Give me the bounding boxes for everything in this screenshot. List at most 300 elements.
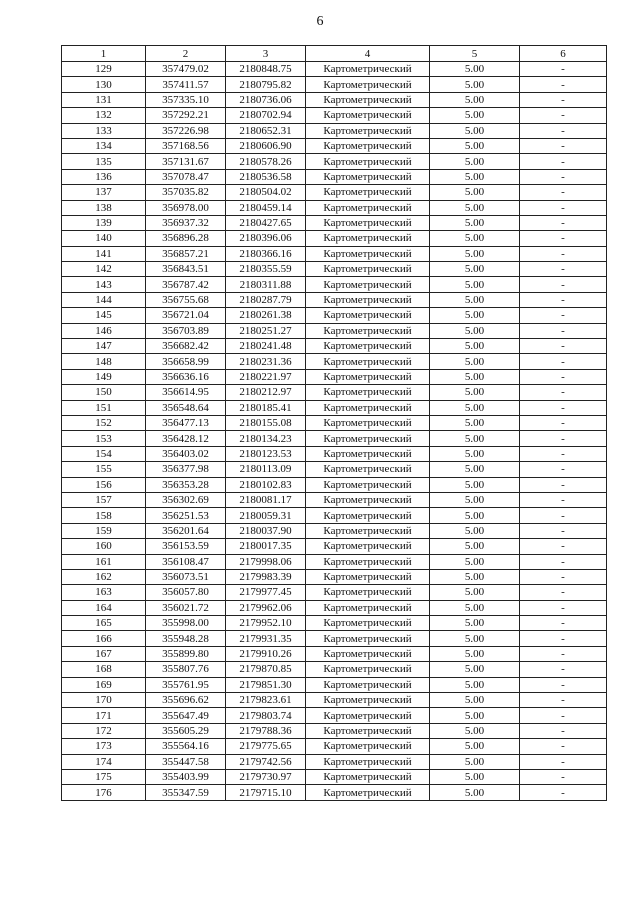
cell-method: Картометрический — [306, 323, 430, 338]
cell-method: Картометрический — [306, 462, 430, 477]
cell-coordinate-x: 356896.28 — [146, 231, 226, 246]
cell-coordinate-y: 2180251.27 — [226, 323, 306, 338]
cell-coordinate-x: 356201.64 — [146, 523, 226, 538]
cell-coordinate-x: 357226.98 — [146, 123, 226, 138]
cell-method: Картометрический — [306, 62, 430, 77]
cell-note: - — [520, 708, 607, 723]
cell-coordinate-y: 2180113.09 — [226, 462, 306, 477]
cell-accuracy: 5.00 — [430, 62, 520, 77]
cell-point-number: 162 — [62, 569, 146, 584]
cell-coordinate-x: 355447.58 — [146, 754, 226, 769]
cell-point-number: 168 — [62, 662, 146, 677]
cell-point-number: 157 — [62, 492, 146, 507]
cell-method: Картометрический — [306, 200, 430, 215]
cell-coordinate-y: 2180017.35 — [226, 539, 306, 554]
cell-coordinate-y: 2179952.10 — [226, 616, 306, 631]
cell-coordinate-x: 356703.89 — [146, 323, 226, 338]
table-row — [62, 108, 607, 123]
cell-coordinate-x: 357335.10 — [146, 92, 226, 107]
cell-accuracy: 5.00 — [430, 646, 520, 661]
cell-coordinate-x: 355998.00 — [146, 616, 226, 631]
cell-note: - — [520, 769, 607, 784]
cell-method: Картометрический — [306, 477, 430, 492]
cell-note: - — [520, 739, 607, 754]
cell-point-number: 160 — [62, 539, 146, 554]
cell-method: Картометрический — [306, 400, 430, 415]
cell-method: Картометрический — [306, 339, 430, 354]
cell-coordinate-x: 357479.02 — [146, 62, 226, 77]
cell-method: Картометрический — [306, 123, 430, 138]
cell-coordinate-x: 356978.00 — [146, 200, 226, 215]
cell-method: Картометрический — [306, 785, 430, 800]
cell-point-number: 139 — [62, 215, 146, 230]
cell-accuracy: 5.00 — [430, 508, 520, 523]
cell-coordinate-y: 2180241.48 — [226, 339, 306, 354]
cell-method: Картометрический — [306, 723, 430, 738]
cell-method: Картометрический — [306, 693, 430, 708]
cell-note: - — [520, 200, 607, 215]
cell-accuracy: 5.00 — [430, 677, 520, 692]
cell-accuracy: 5.00 — [430, 477, 520, 492]
cell-note: - — [520, 785, 607, 800]
cell-point-number: 130 — [62, 77, 146, 92]
cell-point-number: 143 — [62, 277, 146, 292]
cell-note: - — [520, 169, 607, 184]
cell-note: - — [520, 723, 607, 738]
cell-note: - — [520, 569, 607, 584]
cell-note: - — [520, 508, 607, 523]
cell-note: - — [520, 693, 607, 708]
cell-note: - — [520, 92, 607, 107]
cell-method: Картометрический — [306, 569, 430, 584]
table-row — [62, 62, 607, 77]
cell-accuracy: 5.00 — [430, 431, 520, 446]
cell-accuracy: 5.00 — [430, 123, 520, 138]
cell-coordinate-x: 356721.04 — [146, 308, 226, 323]
table-row — [62, 400, 607, 415]
cell-coordinate-y: 2179977.45 — [226, 585, 306, 600]
cell-point-number: 163 — [62, 585, 146, 600]
cell-method: Картометрический — [306, 231, 430, 246]
table-row — [62, 539, 607, 554]
cell-note: - — [520, 246, 607, 261]
cell-accuracy: 5.00 — [430, 600, 520, 615]
cell-coordinate-y: 2180037.90 — [226, 523, 306, 538]
cell-coordinate-y: 2180355.59 — [226, 262, 306, 277]
cell-point-number: 138 — [62, 200, 146, 215]
cell-coordinate-y: 2180504.02 — [226, 185, 306, 200]
cell-accuracy: 5.00 — [430, 631, 520, 646]
cell-note: - — [520, 385, 607, 400]
cell-point-number: 166 — [62, 631, 146, 646]
cell-coordinate-y: 2180427.65 — [226, 215, 306, 230]
cell-coordinate-x: 356857.21 — [146, 246, 226, 261]
cell-coordinate-y: 2179998.06 — [226, 554, 306, 569]
cell-coordinate-y: 2180606.90 — [226, 138, 306, 153]
table-row — [62, 554, 607, 569]
table-row — [62, 431, 607, 446]
cell-point-number: 154 — [62, 446, 146, 461]
table-header-row — [62, 46, 607, 62]
table-row — [62, 785, 607, 800]
cell-accuracy: 5.00 — [430, 539, 520, 554]
cell-coordinate-y: 2180652.31 — [226, 123, 306, 138]
cell-note: - — [520, 339, 607, 354]
cell-coordinate-x: 357168.56 — [146, 138, 226, 153]
cell-point-number: 133 — [62, 123, 146, 138]
cell-method: Картометрический — [306, 631, 430, 646]
table-row — [62, 708, 607, 723]
table-row — [62, 308, 607, 323]
cell-point-number: 149 — [62, 369, 146, 384]
cell-point-number: 155 — [62, 462, 146, 477]
cell-coordinate-y: 2180134.23 — [226, 431, 306, 446]
cell-coordinate-x: 355647.49 — [146, 708, 226, 723]
cell-method: Картометрический — [306, 308, 430, 323]
cell-coordinate-y: 2179870.85 — [226, 662, 306, 677]
table-row — [62, 92, 607, 107]
cell-coordinate-y: 2180261.38 — [226, 308, 306, 323]
table-row — [62, 508, 607, 523]
cell-coordinate-x: 356057.80 — [146, 585, 226, 600]
cell-coordinate-x: 356403.02 — [146, 446, 226, 461]
cell-accuracy: 5.00 — [430, 400, 520, 415]
cell-method: Картометрический — [306, 600, 430, 615]
cell-coordinate-x: 355403.99 — [146, 769, 226, 784]
table-row — [62, 385, 607, 400]
cell-point-number: 171 — [62, 708, 146, 723]
cell-note: - — [520, 400, 607, 415]
cell-coordinate-x: 355564.16 — [146, 739, 226, 754]
cell-coordinate-x: 355347.59 — [146, 785, 226, 800]
cell-accuracy: 5.00 — [430, 569, 520, 584]
cell-method: Картометрический — [306, 415, 430, 430]
cell-point-number: 167 — [62, 646, 146, 661]
cell-coordinate-x: 356937.32 — [146, 215, 226, 230]
cell-coordinate-x: 355761.95 — [146, 677, 226, 692]
table-row — [62, 200, 607, 215]
cell-coordinate-x: 355948.28 — [146, 631, 226, 646]
cell-note: - — [520, 308, 607, 323]
cell-coordinate-y: 2180848.75 — [226, 62, 306, 77]
cell-method: Картометрический — [306, 154, 430, 169]
table-row — [62, 616, 607, 631]
table-row — [62, 262, 607, 277]
cell-method: Картометрический — [306, 185, 430, 200]
cell-note: - — [520, 492, 607, 507]
cell-accuracy: 5.00 — [430, 277, 520, 292]
cell-point-number: 131 — [62, 92, 146, 107]
cell-method: Картометрический — [306, 77, 430, 92]
cell-method: Картометрический — [306, 92, 430, 107]
cell-accuracy: 5.00 — [430, 492, 520, 507]
cell-point-number: 159 — [62, 523, 146, 538]
cell-method: Картометрический — [306, 446, 430, 461]
cell-point-number: 129 — [62, 62, 146, 77]
cell-coordinate-y: 2179910.26 — [226, 646, 306, 661]
cell-coordinate-x: 356658.99 — [146, 354, 226, 369]
cell-accuracy: 5.00 — [430, 415, 520, 430]
cell-note: - — [520, 616, 607, 631]
cell-point-number: 135 — [62, 154, 146, 169]
cell-coordinate-x: 356377.98 — [146, 462, 226, 477]
cell-coordinate-x: 356021.72 — [146, 600, 226, 615]
table-row — [62, 354, 607, 369]
cell-method: Картометрический — [306, 677, 430, 692]
cell-accuracy: 5.00 — [430, 215, 520, 230]
cell-point-number: 169 — [62, 677, 146, 692]
cell-accuracy: 5.00 — [430, 231, 520, 246]
cell-method: Картометрический — [306, 708, 430, 723]
cell-coordinate-y: 2180287.79 — [226, 292, 306, 307]
table-row — [62, 739, 607, 754]
cell-point-number: 175 — [62, 769, 146, 784]
cell-coordinate-y: 2180059.31 — [226, 508, 306, 523]
column-header-1: 1 — [62, 46, 146, 62]
cell-method: Картометрический — [306, 739, 430, 754]
table-row — [62, 369, 607, 384]
cell-accuracy: 5.00 — [430, 769, 520, 784]
cell-coordinate-x: 356073.51 — [146, 569, 226, 584]
cell-coordinate-x: 356153.59 — [146, 539, 226, 554]
cell-accuracy: 5.00 — [430, 523, 520, 538]
cell-accuracy: 5.00 — [430, 77, 520, 92]
cell-coordinate-y: 2180366.16 — [226, 246, 306, 261]
cell-point-number: 165 — [62, 616, 146, 631]
cell-coordinate-y: 2179730.97 — [226, 769, 306, 784]
table-row — [62, 677, 607, 692]
cell-coordinate-y: 2179983.39 — [226, 569, 306, 584]
table-row — [62, 215, 607, 230]
table-row — [62, 154, 607, 169]
cell-coordinate-y: 2180123.53 — [226, 446, 306, 461]
cell-accuracy: 5.00 — [430, 754, 520, 769]
cell-coordinate-y: 2180102.83 — [226, 477, 306, 492]
table-row — [62, 185, 607, 200]
cell-coordinate-x: 357411.57 — [146, 77, 226, 92]
cell-note: - — [520, 662, 607, 677]
cell-note: - — [520, 477, 607, 492]
cell-accuracy: 5.00 — [430, 262, 520, 277]
cell-coordinate-y: 2179851.30 — [226, 677, 306, 692]
table-row — [62, 631, 607, 646]
cell-accuracy: 5.00 — [430, 585, 520, 600]
cell-coordinate-y: 2179931.35 — [226, 631, 306, 646]
cell-point-number: 151 — [62, 400, 146, 415]
cell-point-number: 132 — [62, 108, 146, 123]
table-row — [62, 246, 607, 261]
column-header-5: 5 — [430, 46, 520, 62]
cell-accuracy: 5.00 — [430, 154, 520, 169]
cell-point-number: 170 — [62, 693, 146, 708]
cell-point-number: 146 — [62, 323, 146, 338]
cell-note: - — [520, 600, 607, 615]
table-row — [62, 446, 607, 461]
cell-coordinate-y: 2180578.26 — [226, 154, 306, 169]
cell-accuracy: 5.00 — [430, 169, 520, 184]
cell-coordinate-x: 356787.42 — [146, 277, 226, 292]
cell-note: - — [520, 231, 607, 246]
table-row — [62, 323, 607, 338]
cell-coordinate-x: 357131.67 — [146, 154, 226, 169]
cell-note: - — [520, 677, 607, 692]
cell-method: Картометрический — [306, 646, 430, 661]
column-header-6: 6 — [520, 46, 607, 62]
cell-method: Картометрический — [306, 138, 430, 153]
cell-method: Картометрический — [306, 215, 430, 230]
cell-accuracy: 5.00 — [430, 446, 520, 461]
cell-accuracy: 5.00 — [430, 138, 520, 153]
cell-point-number: 173 — [62, 739, 146, 754]
table-row — [62, 292, 607, 307]
cell-point-number: 144 — [62, 292, 146, 307]
cell-method: Картометрический — [306, 492, 430, 507]
cell-point-number: 141 — [62, 246, 146, 261]
cell-note: - — [520, 554, 607, 569]
table-row — [62, 693, 607, 708]
cell-coordinate-y: 2180231.36 — [226, 354, 306, 369]
cell-method: Картометрический — [306, 662, 430, 677]
table-row — [62, 231, 607, 246]
page-number: 6 — [316, 14, 324, 29]
table-body — [62, 62, 607, 801]
cell-coordinate-x: 356682.42 — [146, 339, 226, 354]
cell-accuracy: 5.00 — [430, 693, 520, 708]
table-row — [62, 415, 607, 430]
cell-coordinate-x: 357292.21 — [146, 108, 226, 123]
column-header-3: 3 — [226, 46, 306, 62]
cell-coordinate-x: 356636.16 — [146, 369, 226, 384]
cell-note: - — [520, 354, 607, 369]
cell-accuracy: 5.00 — [430, 92, 520, 107]
cell-method: Картометрический — [306, 554, 430, 569]
cell-note: - — [520, 431, 607, 446]
cell-coordinate-x: 356251.53 — [146, 508, 226, 523]
table-row — [62, 662, 607, 677]
cell-method: Картометрический — [306, 431, 430, 446]
cell-note: - — [520, 585, 607, 600]
cell-point-number: 145 — [62, 308, 146, 323]
cell-coordinate-y: 2179803.74 — [226, 708, 306, 723]
cell-coordinate-x: 356353.28 — [146, 477, 226, 492]
cell-accuracy: 5.00 — [430, 616, 520, 631]
cell-coordinate-x: 355899.80 — [146, 646, 226, 661]
cell-note: - — [520, 369, 607, 384]
table-row — [62, 492, 607, 507]
cell-coordinate-x: 355605.29 — [146, 723, 226, 738]
cell-coordinate-y: 2179962.06 — [226, 600, 306, 615]
cell-accuracy: 5.00 — [430, 246, 520, 261]
cell-coordinate-y: 2180185.41 — [226, 400, 306, 415]
cell-method: Картометрический — [306, 369, 430, 384]
cell-point-number: 164 — [62, 600, 146, 615]
cell-note: - — [520, 323, 607, 338]
cell-coordinate-x: 355807.76 — [146, 662, 226, 677]
cell-accuracy: 5.00 — [430, 323, 520, 338]
cell-point-number: 152 — [62, 415, 146, 430]
cell-accuracy: 5.00 — [430, 708, 520, 723]
table-row — [62, 477, 607, 492]
table-row — [62, 723, 607, 738]
cell-coordinate-y: 2179775.65 — [226, 739, 306, 754]
table-row — [62, 523, 607, 538]
cell-coordinate-x: 356108.47 — [146, 554, 226, 569]
cell-method: Картометрический — [306, 262, 430, 277]
cell-coordinate-y: 2180396.06 — [226, 231, 306, 246]
cell-coordinate-y: 2180702.94 — [226, 108, 306, 123]
cell-point-number: 153 — [62, 431, 146, 446]
column-header-2: 2 — [146, 46, 226, 62]
cell-point-number: 140 — [62, 231, 146, 246]
cell-coordinate-x: 356477.13 — [146, 415, 226, 430]
cell-accuracy: 5.00 — [430, 108, 520, 123]
cell-accuracy: 5.00 — [430, 662, 520, 677]
cell-point-number: 161 — [62, 554, 146, 569]
cell-method: Картометрический — [306, 108, 430, 123]
cell-note: - — [520, 631, 607, 646]
cell-accuracy: 5.00 — [430, 739, 520, 754]
cell-point-number: 137 — [62, 185, 146, 200]
cell-method: Картометрический — [306, 277, 430, 292]
cell-note: - — [520, 154, 607, 169]
cell-accuracy: 5.00 — [430, 292, 520, 307]
cell-coordinate-y: 2180311.88 — [226, 277, 306, 292]
cell-accuracy: 5.00 — [430, 185, 520, 200]
coordinates-table — [61, 45, 607, 801]
cell-method: Картометрический — [306, 769, 430, 784]
cell-method: Картометрический — [306, 508, 430, 523]
cell-point-number: 172 — [62, 723, 146, 738]
cell-accuracy: 5.00 — [430, 462, 520, 477]
cell-point-number: 174 — [62, 754, 146, 769]
cell-accuracy: 5.00 — [430, 723, 520, 738]
cell-method: Картометрический — [306, 616, 430, 631]
cell-coordinate-x: 357035.82 — [146, 185, 226, 200]
cell-coordinate-x: 356302.69 — [146, 492, 226, 507]
cell-coordinate-y: 2180081.17 — [226, 492, 306, 507]
cell-point-number: 148 — [62, 354, 146, 369]
cell-accuracy: 5.00 — [430, 354, 520, 369]
table-row — [62, 462, 607, 477]
cell-note: - — [520, 523, 607, 538]
cell-coordinate-y: 2180536.58 — [226, 169, 306, 184]
cell-note: - — [520, 77, 607, 92]
cell-method: Картометрический — [306, 385, 430, 400]
cell-point-number: 134 — [62, 138, 146, 153]
column-header-4: 4 — [306, 46, 430, 62]
cell-point-number: 150 — [62, 385, 146, 400]
cell-coordinate-y: 2179788.36 — [226, 723, 306, 738]
cell-coordinate-x: 356428.12 — [146, 431, 226, 446]
cell-method: Картометрический — [306, 754, 430, 769]
table-row — [62, 646, 607, 661]
table-row — [62, 754, 607, 769]
cell-coordinate-x: 357078.47 — [146, 169, 226, 184]
cell-coordinate-x: 356548.64 — [146, 400, 226, 415]
cell-coordinate-x: 355696.62 — [146, 693, 226, 708]
table-row — [62, 77, 607, 92]
cell-point-number: 147 — [62, 339, 146, 354]
table-row — [62, 138, 607, 153]
cell-coordinate-x: 356755.68 — [146, 292, 226, 307]
cell-method: Картометрический — [306, 169, 430, 184]
cell-note: - — [520, 446, 607, 461]
cell-method: Картометрический — [306, 523, 430, 538]
table-row — [62, 569, 607, 584]
cell-point-number: 156 — [62, 477, 146, 492]
cell-accuracy: 5.00 — [430, 369, 520, 384]
cell-note: - — [520, 123, 607, 138]
